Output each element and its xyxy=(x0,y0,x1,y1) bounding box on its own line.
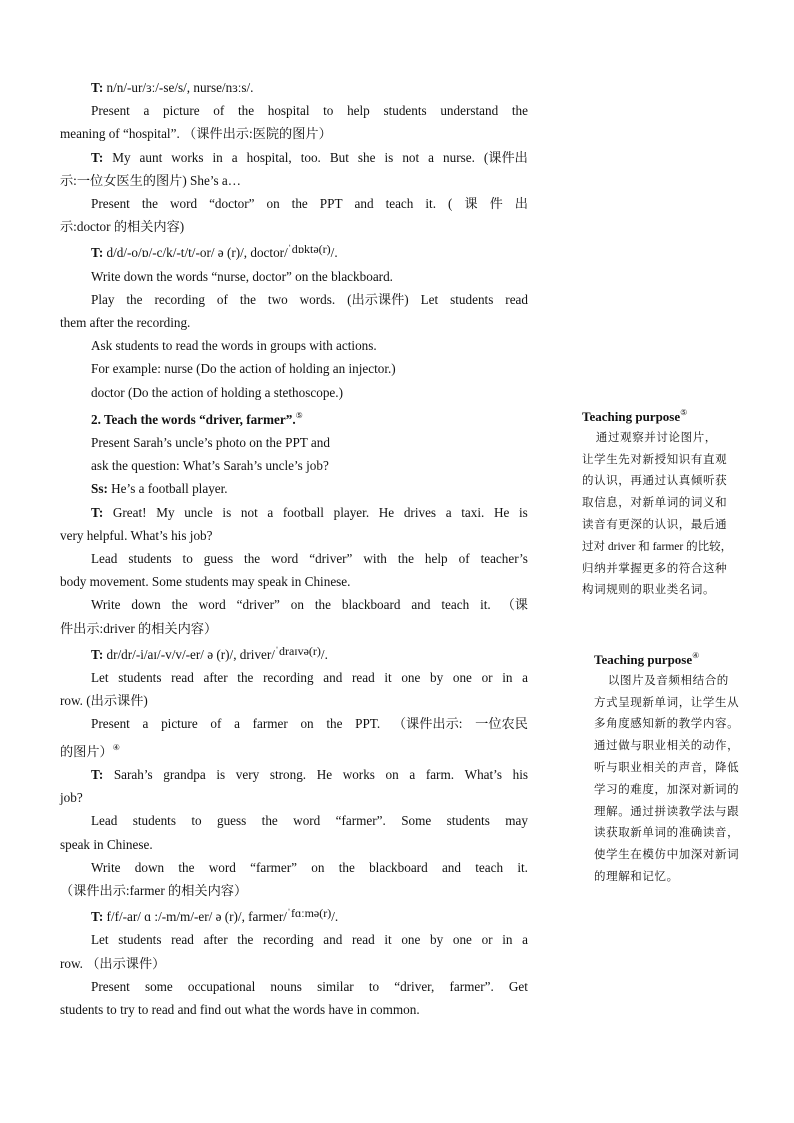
teaching-purpose-body: 通过观察并讨论图片， 让学生先对新授知识有直观 的认识，再通过认真倾听获 取信息，对新单词的词义和 读音有更深的认识，最后通 过对 driver 和 farmer 的比较， 归纳并掌握更多的符合这种 构词规则的职业类名词。 xyxy=(582,431,733,597)
word: may xyxy=(505,813,528,829)
word: the xyxy=(178,859,195,875)
word: read xyxy=(505,291,528,307)
speaker-label: Ss: xyxy=(91,481,108,497)
word: recording xyxy=(263,670,314,686)
word: hospital xyxy=(267,103,310,119)
word: of xyxy=(210,716,222,732)
word: of xyxy=(458,551,470,567)
text-line xyxy=(60,640,528,666)
text-line xyxy=(60,879,528,902)
line-suffix: /. xyxy=(320,646,328,662)
word: the xyxy=(239,291,256,307)
word: after xyxy=(203,670,228,686)
word: the xyxy=(261,813,278,829)
word: the xyxy=(291,196,308,212)
word: students xyxy=(118,670,162,686)
word: the xyxy=(237,670,254,686)
word: a xyxy=(234,716,240,732)
text-line xyxy=(60,404,528,431)
word: Get xyxy=(508,978,528,994)
line-text: body movement. Some students may speak in Chinese. xyxy=(60,574,351,590)
text-line xyxy=(60,547,528,570)
word: “farmer”. xyxy=(335,813,386,829)
word: a xyxy=(522,932,528,948)
word: Lead xyxy=(91,813,118,829)
text-line xyxy=(60,593,528,616)
line-text: 件出示:driver 的相关内容） xyxy=(60,620,218,636)
text-line xyxy=(60,856,528,879)
word: the xyxy=(326,716,343,732)
line-text: row. （出示课件） xyxy=(60,955,166,971)
word: “farmer” xyxy=(250,859,297,875)
text-line xyxy=(60,689,528,712)
word: occupational xyxy=(187,978,256,994)
word: football xyxy=(282,504,324,520)
word: it. xyxy=(425,196,437,212)
word: 课 xyxy=(464,196,478,212)
word: words. xyxy=(299,291,336,307)
line-text: dr/dr/-i/aɪ/-v/v/-er/ ə (r)/, driver/ xyxy=(103,646,275,662)
word: farmer xyxy=(252,716,288,732)
word: a xyxy=(522,670,528,686)
text-line xyxy=(60,454,528,477)
word: Great! xyxy=(112,504,147,520)
word: with xyxy=(363,551,387,567)
note-marker: ④ xyxy=(112,742,120,752)
word: in xyxy=(212,149,223,165)
word: nouns xyxy=(270,978,302,994)
word: understand xyxy=(440,103,499,119)
line-text: job? xyxy=(60,790,83,806)
line-text: Ask students to read the words in groups with actions. xyxy=(91,338,377,354)
word: teach xyxy=(441,597,470,613)
word: drives xyxy=(403,504,437,520)
word: Present xyxy=(91,716,130,732)
phonetic-transcription: ˈfɑːmə(r) xyxy=(286,906,332,921)
line-text: them after the recording. xyxy=(60,315,191,331)
note-marker: ④ xyxy=(692,651,700,660)
line-text: Present Sarah’s uncle’s photo on the PPT and xyxy=(91,435,330,451)
text-line xyxy=(60,99,528,122)
text-line xyxy=(60,998,528,1021)
word: students xyxy=(446,813,490,829)
text-line xyxy=(60,122,528,145)
word: in xyxy=(502,670,513,686)
word: nurse. xyxy=(443,149,475,165)
word: and xyxy=(441,859,461,875)
word: word xyxy=(198,597,226,613)
word: “driver, xyxy=(394,978,435,994)
word: one xyxy=(401,670,421,686)
word: strong. xyxy=(269,766,307,782)
word: is xyxy=(216,766,226,782)
text-line xyxy=(60,357,528,380)
word: the xyxy=(171,597,188,613)
word: one xyxy=(452,932,472,948)
word: down xyxy=(134,859,165,875)
word: she xyxy=(357,149,376,165)
speaker-label: T: xyxy=(91,646,104,662)
word: students xyxy=(128,551,172,567)
word: very xyxy=(235,766,260,782)
word: a xyxy=(445,504,452,520)
word: to xyxy=(323,103,334,119)
word: guess xyxy=(203,551,234,567)
word: farm. xyxy=(425,766,455,782)
word: He xyxy=(493,504,510,520)
word: 件 xyxy=(489,196,503,212)
note-marker: ⑤ xyxy=(295,410,303,420)
line-text: 示:doctor 的相关内容) xyxy=(60,219,185,235)
word: students xyxy=(118,932,162,948)
text-line xyxy=(60,192,528,215)
word: Play xyxy=(91,291,115,307)
word: What’s xyxy=(464,766,502,782)
lesson-text xyxy=(60,76,528,1021)
word: Sarah’s xyxy=(113,766,153,782)
word: teach xyxy=(475,859,504,875)
word: it xyxy=(384,670,392,686)
teaching-purpose-heading: Teaching purpose xyxy=(594,652,693,667)
speaker-label: T: xyxy=(91,245,104,261)
word: Let xyxy=(91,932,109,948)
word: two xyxy=(267,291,288,307)
line-text: Write down the words “nurse, doctor” on the blackboard. xyxy=(91,268,393,284)
text-line xyxy=(60,169,528,192)
word: of xyxy=(213,103,225,119)
word: a xyxy=(143,103,150,119)
word: to xyxy=(368,978,380,994)
word: the xyxy=(314,597,331,613)
text-line xyxy=(60,501,528,524)
word: it. xyxy=(480,597,491,613)
word: after xyxy=(203,932,228,948)
word: a xyxy=(409,766,416,782)
word: （课 xyxy=(501,597,528,613)
text-line xyxy=(60,712,528,735)
line-text: He’s a football player. xyxy=(107,481,228,497)
word: recording xyxy=(154,291,205,307)
word: a xyxy=(267,504,274,520)
text-line xyxy=(60,763,528,786)
teaching-purpose-note-5 xyxy=(582,402,754,602)
text-line xyxy=(60,215,528,238)
word: the xyxy=(338,859,355,875)
text-line xyxy=(60,311,528,334)
speaker-label: T: xyxy=(91,766,104,782)
word: and xyxy=(411,597,431,613)
word: (课件出 xyxy=(483,149,528,165)
text-line xyxy=(60,617,528,640)
word: grandpa xyxy=(163,766,206,782)
speaker-label: T: xyxy=(91,909,104,925)
word: similar xyxy=(317,978,354,994)
text-line xyxy=(60,902,528,928)
text-line xyxy=(60,431,528,454)
word: picture xyxy=(161,716,198,732)
text-line xyxy=(60,570,528,593)
line-text: n/n/-ur/ɜː/-se/s/, nurse/nɜːs/. xyxy=(103,80,254,95)
word: one xyxy=(452,670,472,686)
word: player. xyxy=(333,504,370,520)
text-line xyxy=(60,146,528,169)
word: on xyxy=(311,859,325,875)
word: recording xyxy=(263,932,314,948)
word: a xyxy=(428,149,435,165)
word: farmer”. xyxy=(449,978,494,994)
line-text: 示:一位女医生的图片) She’s a… xyxy=(60,172,241,188)
text-line xyxy=(60,975,528,998)
word: by xyxy=(430,932,444,948)
word: Write xyxy=(91,859,121,875)
text-line xyxy=(60,666,528,689)
word: by xyxy=(430,670,444,686)
line-text: doctor (Do the action of holding a stethoscope.) xyxy=(91,384,343,400)
word: it. xyxy=(517,859,528,875)
line-text: very helpful. What’s his job? xyxy=(60,527,213,543)
line-text: row. (出示课件) xyxy=(60,693,148,709)
text-line xyxy=(60,736,528,763)
word: aunt xyxy=(139,149,163,165)
text-line xyxy=(60,952,528,975)
word: word xyxy=(208,859,236,875)
word: word xyxy=(169,196,198,212)
word: help xyxy=(347,103,370,119)
word: help xyxy=(424,551,448,567)
word: But xyxy=(329,149,349,165)
word: read xyxy=(171,670,194,686)
word: the xyxy=(244,551,261,567)
word: read xyxy=(351,932,375,948)
word: “driver” xyxy=(236,597,280,613)
teaching-purpose-body: 以图片及音频相结合的 方式呈现新单词，让学生从 多角度感知新的教学内容。 通过做与职业相关的动作， 听与职业相关的声音，降低 学习的难度，加深对新词的 理解。通过拼读教学法与跟 读获取新单词的准确读音， 使学生在模仿中加深对新词 的理解和记忆。 xyxy=(594,674,740,883)
word: “doctor” xyxy=(209,196,255,212)
teaching-purpose-heading: Teaching purpose xyxy=(582,409,681,424)
word: works xyxy=(342,766,375,782)
word: the xyxy=(237,932,254,948)
phonetic-transcription: ˈdraɪvə(r) xyxy=(274,643,321,658)
word: picture xyxy=(163,103,200,119)
word: uncle xyxy=(184,504,213,520)
word: Present xyxy=(91,196,130,212)
word: works xyxy=(171,149,204,165)
word: teacher’s xyxy=(480,551,528,567)
word: 出 xyxy=(514,196,528,212)
word: hospital, xyxy=(246,149,292,165)
word: guess xyxy=(216,813,247,829)
line-text: students to try to read and find out what the words have in common. xyxy=(60,1001,420,1017)
word: taxi. xyxy=(461,504,485,520)
word: of xyxy=(216,291,228,307)
word: He xyxy=(316,766,333,782)
line-text: 的图片） xyxy=(60,743,113,759)
word: read xyxy=(351,670,375,686)
word: on xyxy=(300,716,314,732)
line-suffix: /. xyxy=(331,909,339,925)
word: My xyxy=(156,504,175,520)
word: Some xyxy=(401,813,432,829)
word: word xyxy=(293,813,321,829)
word: My xyxy=(112,149,131,165)
word: word xyxy=(271,551,299,567)
text-line xyxy=(60,381,528,404)
word: to xyxy=(191,813,202,829)
word: students xyxy=(132,813,176,829)
text-line xyxy=(60,265,528,288)
word: （课件出示: xyxy=(392,716,463,732)
word: the xyxy=(126,291,143,307)
word: He xyxy=(378,504,395,520)
speaker-label: T: xyxy=(91,149,104,165)
word: a xyxy=(231,149,238,165)
word: students xyxy=(450,291,494,307)
word: his xyxy=(512,766,528,782)
word: down xyxy=(131,597,161,613)
word: in xyxy=(502,932,513,948)
word: a xyxy=(142,716,149,732)
text-line xyxy=(60,524,528,547)
teaching-purpose-note-4 xyxy=(594,645,769,889)
line-text: meaning of “hospital”. （课件出示:医院的图片） xyxy=(60,126,332,142)
word: and xyxy=(323,670,343,686)
line-text: ask the question: What’s Sarah’s uncle’s job? xyxy=(91,458,329,474)
word: the xyxy=(141,196,158,212)
phonetic-transcription: ˈdɒktə(r) xyxy=(287,242,331,257)
word: is xyxy=(384,149,394,165)
word: PPT. xyxy=(355,716,381,732)
word: is xyxy=(519,504,528,520)
word: is xyxy=(222,504,232,520)
word: read xyxy=(171,932,194,948)
text-line xyxy=(60,928,528,951)
word: one xyxy=(401,932,421,948)
word: Let xyxy=(420,291,439,307)
speaker-label: T: xyxy=(91,504,104,520)
text-line xyxy=(60,288,528,311)
line-text: （课件出示:farmer 的相关内容） xyxy=(60,882,248,898)
word: the xyxy=(397,551,414,567)
word: PPT xyxy=(319,196,343,212)
word: ( xyxy=(448,196,453,212)
text-line xyxy=(60,809,528,832)
word: the xyxy=(511,103,528,119)
word: Lead xyxy=(91,551,118,567)
word: on xyxy=(266,196,280,212)
line-text: For example: nurse (Do the action of holding an injector.) xyxy=(91,361,396,377)
word: and xyxy=(354,196,374,212)
word: it xyxy=(384,932,392,948)
word: some xyxy=(144,978,173,994)
word: and xyxy=(323,932,343,948)
line-suffix: /. xyxy=(330,245,338,261)
line-text: 2. Teach the words “driver, farmer”. xyxy=(91,411,296,427)
word: too. xyxy=(300,149,321,165)
text-line xyxy=(60,76,528,99)
word: Write xyxy=(91,597,121,613)
word: blackboard xyxy=(369,859,428,875)
word: teach xyxy=(385,196,414,212)
speaker-label: T: xyxy=(91,80,104,95)
text-line xyxy=(60,334,528,357)
word: not xyxy=(240,504,258,520)
word: “driver” xyxy=(309,551,353,567)
word: the xyxy=(237,103,255,119)
word: not xyxy=(402,149,420,165)
word: to xyxy=(182,551,193,567)
line-text: speak in Chinese. xyxy=(60,836,153,852)
text-line xyxy=(60,833,528,856)
word: or xyxy=(481,932,493,948)
word: (出示课件) xyxy=(347,291,409,307)
word: Present xyxy=(91,978,130,994)
word: on xyxy=(385,766,399,782)
word: on xyxy=(290,597,304,613)
word: Present xyxy=(91,103,130,119)
text-line xyxy=(60,238,528,264)
word: 一位农民 xyxy=(475,716,528,732)
line-text: d/d/-o/ɒ/-c/k/-t/t/-or/ ə (r)/, doctor/ xyxy=(103,245,288,261)
word: blackboard xyxy=(341,597,401,613)
word: Let xyxy=(91,670,109,686)
line-text: f/f/-ar/ ɑ :/-m/m/-er/ ə (r)/, farmer/ xyxy=(103,909,287,925)
text-line xyxy=(60,786,528,809)
text-line xyxy=(60,477,528,500)
note-marker: ⑤ xyxy=(680,408,688,417)
word: students xyxy=(383,103,427,119)
word: or xyxy=(481,670,493,686)
